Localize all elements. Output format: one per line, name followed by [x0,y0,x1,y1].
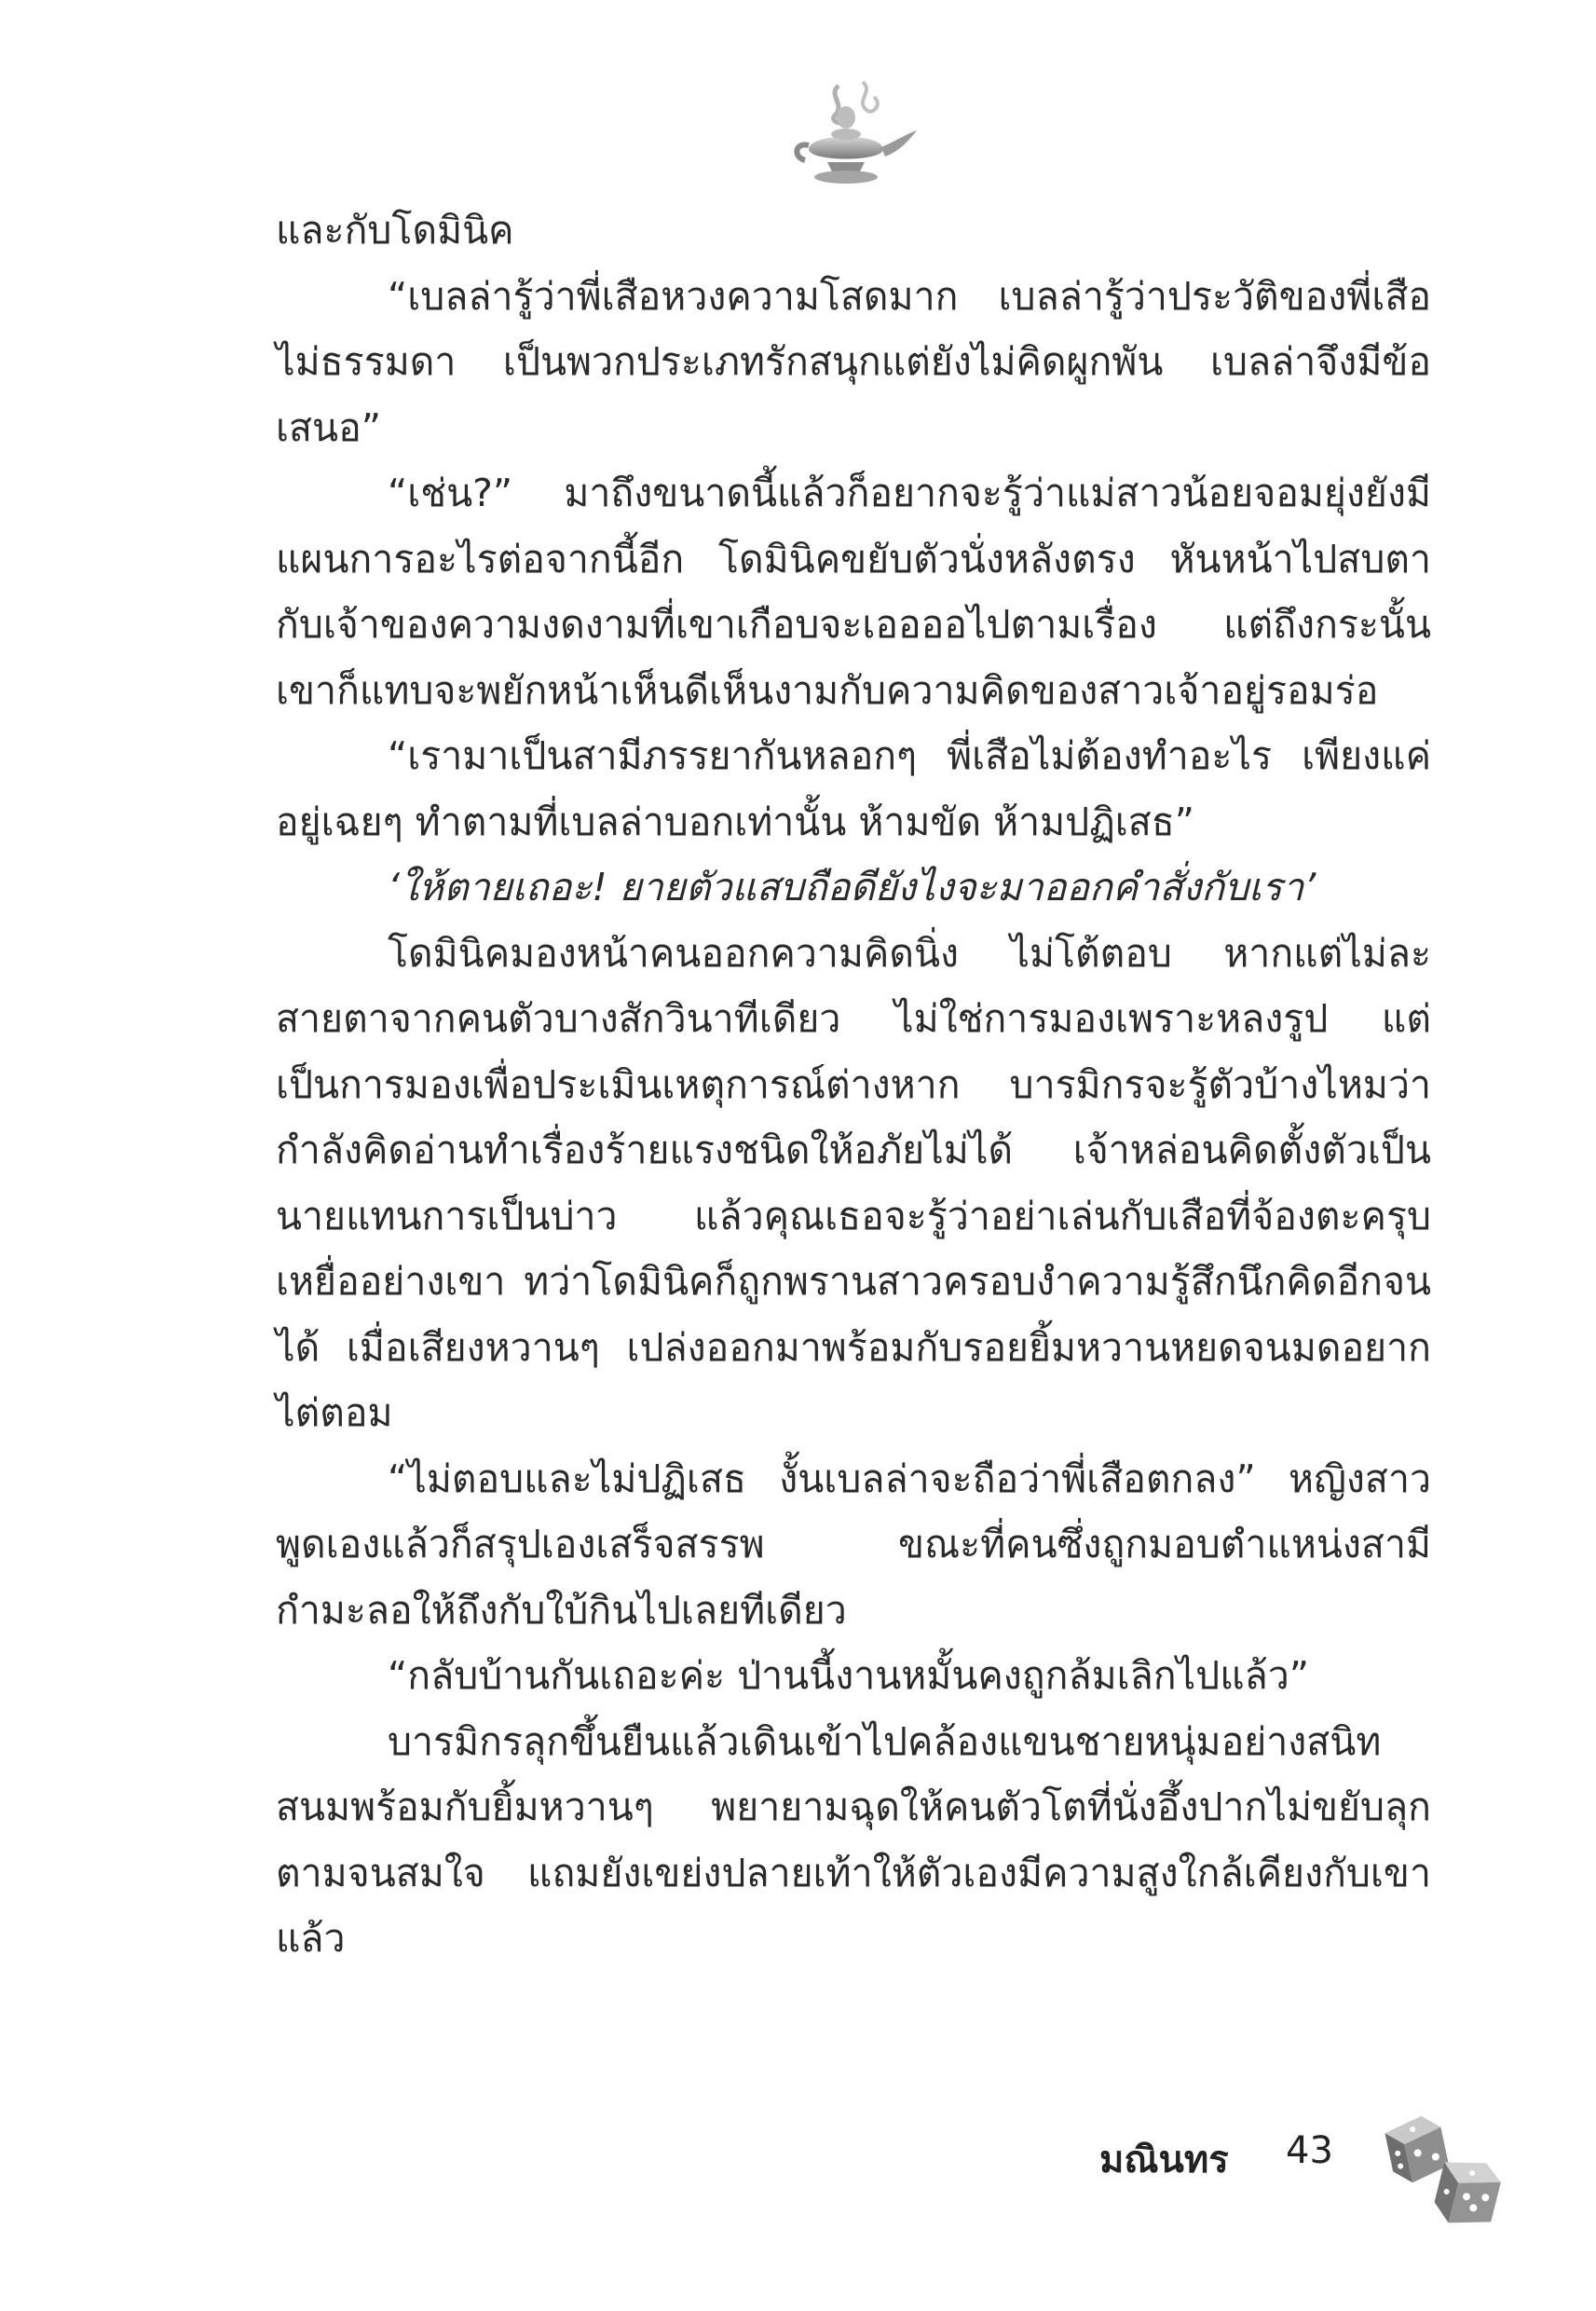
paragraph: “ไม่ตอบและไม่ปฏิเสธ งั้นเบลล่าจะถือว่าพี่เสือตกลง” หญิงสาวพูดเองแล้วก็สรุปเองเสร็จสรรพ ขณะที่คนซึ่งถูกมอบตำแหน่งสามีกำมะลอให้ถึงกับใบ้กินไปเลยทีเดียว [276,1456,1431,1633]
paragraph: และกับโดมินิค [276,208,514,253]
paragraph: บารมิกรลุกขึ้นยืนแล้วเดินเข้าไปคล้องแขนชายหนุ่มอย่างสนิทสนมพร้อมกับยิ้มหวานๆ พยายามฉุดให้คนตัวโตที่นั่งอึ้งปากไม่ขยับลุกตามจนสมใจ แถมยังเขย่งปลายเท้าให้ตัวเองมีความสูงใกล้เคียงกับเขา แล้ว [276,1718,1431,1961]
footer-author: มณินทร [1099,2139,1229,2181]
paragraph: “กลับบ้านกันเถอะค่ะ ป่านนี้งานหมั้นคงถูกล้มเลิกไปแล้ว” [388,1653,1310,1698]
paragraph: “เบลล่ารู้ว่าพี่เสือหวงความโสดมาก เบลล่ารู้ว่าประวัติของพี่เสือไม่ธรรมดา เป็นพวกประเภทรักสนุกแต่ยังไม่คิดผูกพัน เบลล่าจึงมีข้อเสนอ” [276,273,1431,450]
dice-icon [1379,2101,1509,2232]
paragraph: “เรามาเป็นสามีภรรยากันหลอกๆ พี่เสือไม่ต้องทำอะไร เพียงแค่อยู่เฉยๆ ทำตามที่เบลล่าบอกเท่านั้น ห้ามขัด ห้ามปฏิเสธ” [276,733,1431,844]
italic-thought-paragraph: ‘ให้ตายเถอะ! ยายตัวแสบถือดียังไงจะมาออกคำสั่งกับเรา’ [388,865,1316,909]
page-footer [1099,2101,1509,2241]
paragraph: “เช่น?” มาถึงขนาดนี้แล้วก็อยากจะรู้ว่าแม่สาวน้อยจอมยุ่งยังมีแผนการอะไรต่อจากนี้อีก โดมินิคขยับตัวนั่งหลังตรง หันหน้าไปสบตากับเจ้าของความงดงามที่เขาเกือบจะเออออไปตามเรื่อง แต่ถึงกระนั้นเขาก็แทบจะพยักหน้าเห็นดีเห็นงามกับความคิดของสาวเจ้าอยู่รอมร่อ [276,471,1431,713]
page-number: 43 [1286,2129,1333,2172]
genie-lamp-icon [781,76,921,198]
body-text [276,198,1431,1972]
paragraph: โดมินิคมองหน้าคนออกความคิดนิ่ง ไม่โต้ตอบ หากแต่ไม่ละสายตาจากคนตัวบางสักวินาทีเดียว ไม่ใช่การมองเพราะหลงรูป แต่เป็นการมองเพื่อประเมินเหตุการณ์ต่างหาก บารมิกรจะรู้ตัวบ้างไหมว่ากำลังคิดอ่านทำเรื่องร้ายแรงชนิดให้อภัยไม่ได้ เจ้าหล่อนคิดตั้งตัวเป็นนายแทนการเป็นบ่าว แล้วคุณเธอจะรู้ว่าอย่าเล่นกับเสือที่จ้องตะครุบเหยื่ออย่างเขา ทว่าโดมินิคก็ถูกพรานสาวครอบงำความรู้สึกนึกคิดอีกจนได้ เมื่อเสียงหวานๆ เปล่งออกมาพร้อมกับรอยยิ้มหวานหยดจนมดอยากไต่ตอม [276,930,1431,1435]
